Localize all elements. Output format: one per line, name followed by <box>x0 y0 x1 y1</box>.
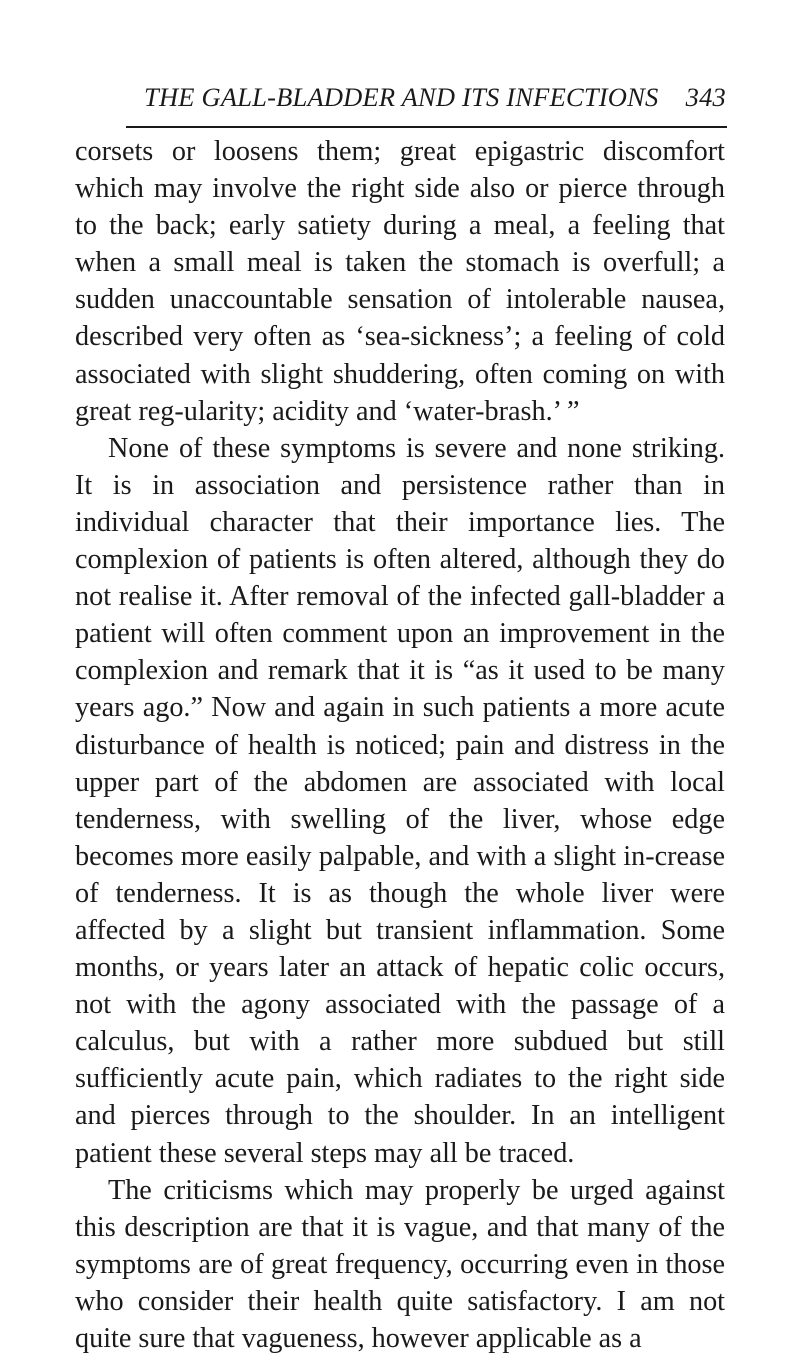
paragraph-criticisms: The criticisms which may properly be urged against this description are that it is vague, and that many of the symptoms are of great frequency, occurring even in those who consider their health quite satisfactory. I am not quite sure that vagueness, however applicable as a <box>75 1174 725 1354</box>
running-title: THE GALL-BLADDER AND ITS INFECTIONS <box>144 82 659 112</box>
paragraph-continued: corsets or loosens them; great epigastric discomfort which may involve the right side also or pierce through to the back; early satiety during a meal, a feeling that when a small meal is taken the stomach is overfull; a sudden unaccountable sensation of intolerable nausea, described very often as ‘sea-sickness’; a feeling of cold associated with slight shuddering, often coming on with great reg-ularity; acidity and ‘water-brash.’ ” <box>75 136 725 427</box>
running-head <box>98 78 726 118</box>
body-text <box>75 133 725 1357</box>
header-rule <box>126 126 727 128</box>
page-number: 343 <box>685 82 726 112</box>
paragraph-symptoms: None of these symptoms is severe and none striking. It is in association and persistence rather than in individual character that their importance lies. The complexion of patients is often altered, although they do not realise it. After removal of the infected gall-bladder a patient will often comment upon an improvement in the complexion and remark that it is “as it used to be many years ago.” Now and again in such patients a more acute disturbance of health is noticed; pain and distress in the upper part of the abdomen are associated with local tenderness, with swelling of the liver, whose edge becomes more easily palpable, and with a slight in-crease of tenderness. It is as though the whole liver were affected by a slight but transient inflammation. Some months, or years later an attack of hepatic colic occurs, not with the agony associated with the passage of a calculus, but with a rather more subdued but still sufficiently acute pain, which radiates to the right side and pierces through to the shoulder. In an intelligent patient these several steps may all be traced. <box>75 432 725 1169</box>
